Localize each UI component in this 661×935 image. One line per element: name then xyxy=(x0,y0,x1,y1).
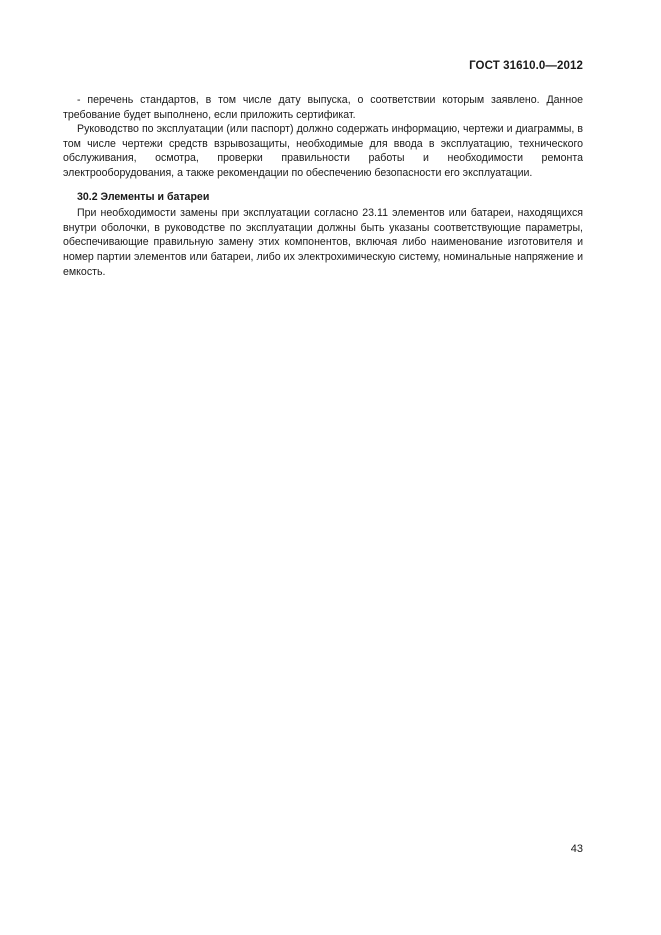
document-header: ГОСТ 31610.0—2012 xyxy=(469,60,583,72)
page-number: 43 xyxy=(570,843,583,855)
document-body xyxy=(63,93,583,279)
section-title: 30.2 Элементы и батареи xyxy=(77,190,210,203)
paragraph-battery-replacement: При необходимости замены при эксплуатации согласно 23.11 элементов или батареи, находящихся внутри оболочки, в руководстве по эксплуатации должны быть указаны соответствующие параметры, обеспечивающие правильную замену этих компонентов, включая либо наименование изготовителя и номер партии элементов или батареи, либо их электрохимическую систему, номинальные напряжение и емкость. xyxy=(63,207,583,278)
paragraph-standards-list: - перечень стандартов, в том числе дату выпуска, о соответствии которым заявлено. Данное требование будет выполнено, если приложить сертификат. xyxy=(63,94,583,121)
paragraph-manual-contents: Руководство по эксплуатации (или паспорт) должно содержать информацию, чертежи и диаграммы, в том числе чертежи средств взрывозащиты, необходимые для ввода в эксплуатацию, технического обслуживания, осмотра, проверки правильности работы и необходимости ремонта электрооборудования, а также рекомендации по обеспечению безопасности его эксплуатации. xyxy=(63,123,583,179)
